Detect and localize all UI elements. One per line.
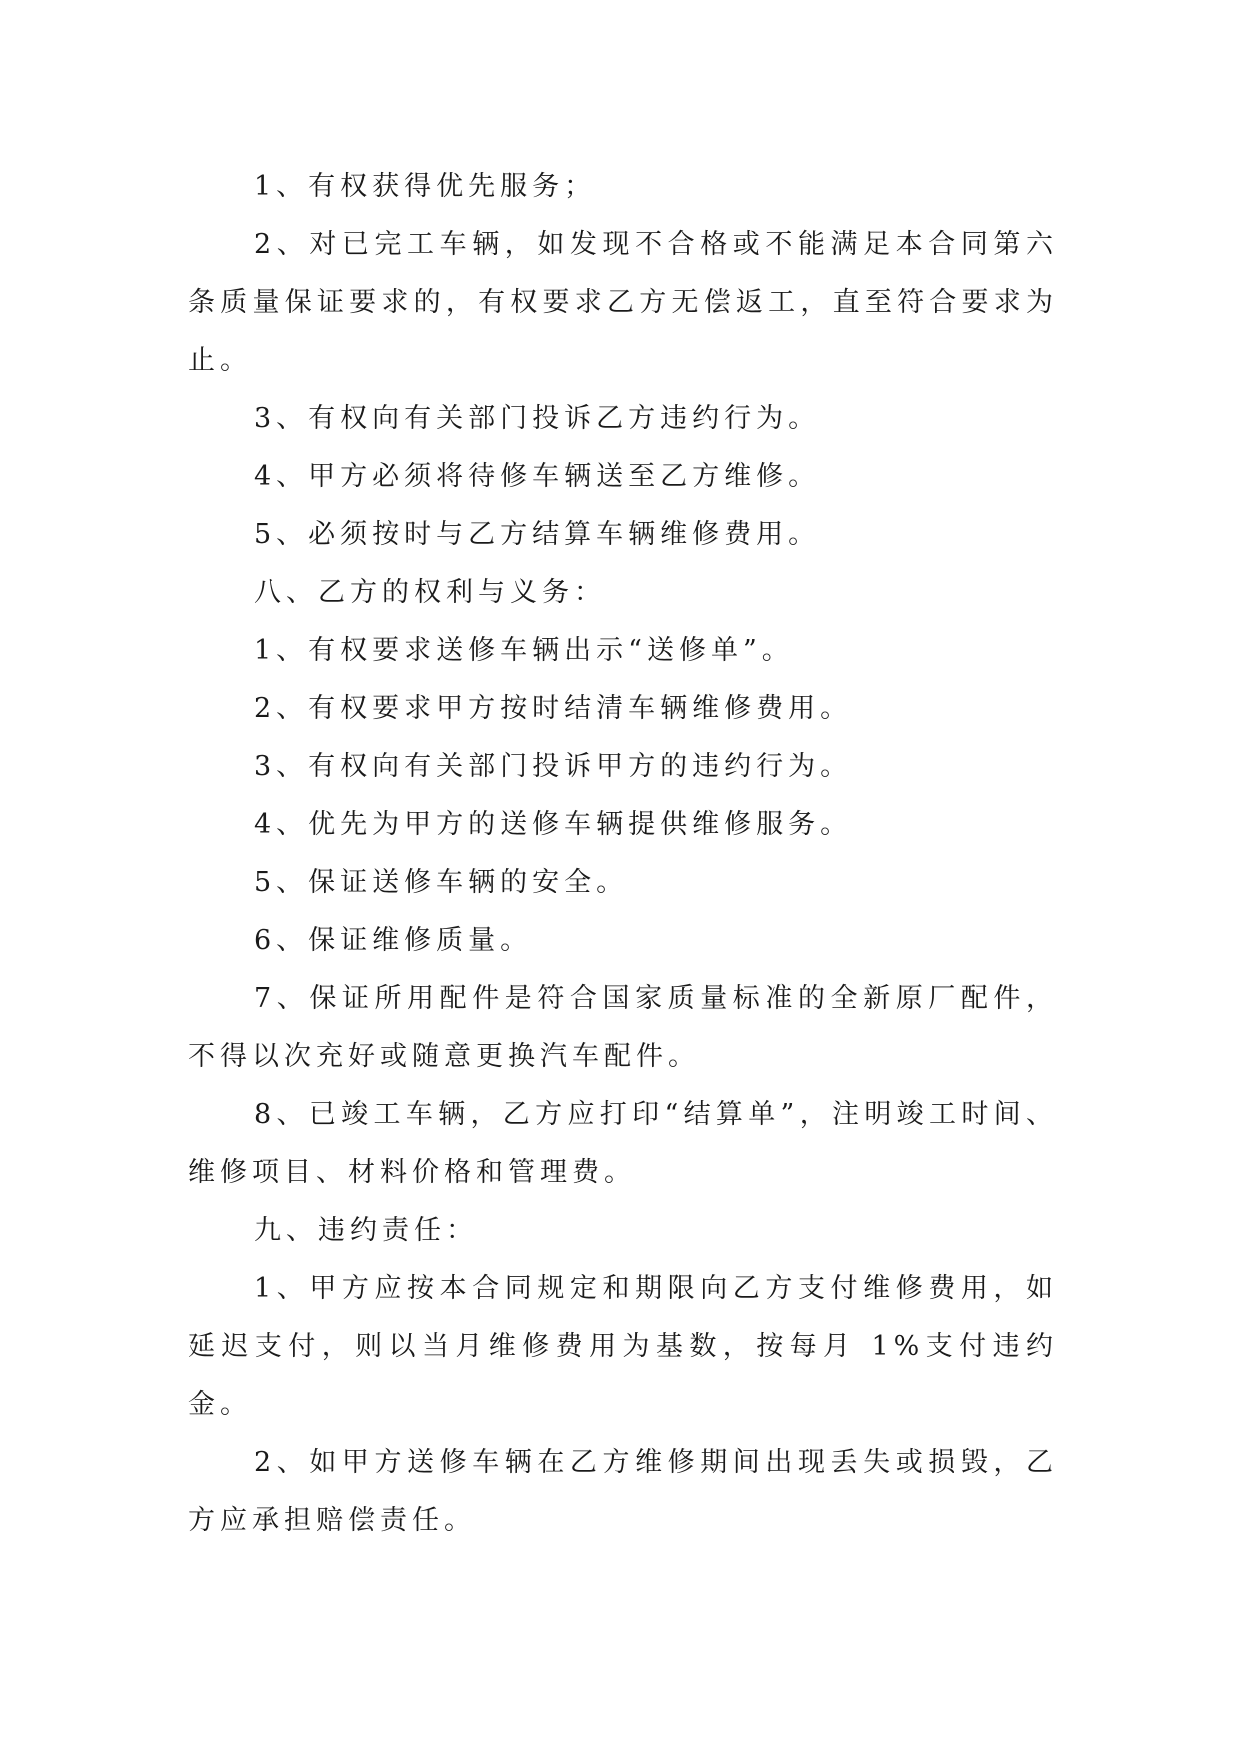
paragraph-party-a-right-1: 1、有权获得优先服务；	[254, 171, 597, 202]
section-heading-breach: 九、违约责任：	[254, 1215, 478, 1246]
section-heading-party-b: 八、乙方的权利与义务：	[254, 577, 606, 608]
paragraph-party-a-duty-4: 4、甲方必须将待修车辆送至乙方维修。	[254, 461, 821, 492]
paragraph-party-b-4: 4、优先为甲方的送修车辆提供维修服务。	[254, 809, 853, 840]
paragraph-party-b-1: 1、有权要求送修车辆出示“送修单”。	[254, 635, 794, 666]
paragraph-party-b-8: 8、已竣工车辆，乙方应打印“结算单”，注明竣工时间、维修项目、材料价格和管理费。	[188, 1099, 1058, 1188]
paragraph-party-b-5: 5、保证送修车辆的安全。	[254, 867, 629, 898]
paragraph-breach-2: 2、如甲方送修车辆在乙方维修期间出现丢失或损毁，乙方应承担赔偿责任。	[188, 1447, 1058, 1536]
paragraph-party-a-right-3: 3、有权向有关部门投诉乙方违约行为。	[254, 403, 821, 434]
document-body	[188, 158, 1058, 1550]
paragraph-party-b-3: 3、有权向有关部门投诉甲方的违约行为。	[254, 751, 853, 782]
paragraph-party-b-6: 6、保证维修质量。	[254, 925, 533, 956]
paragraph-party-a-right-2: 2、对已完工车辆，如发现不合格或不能满足本合同第六条质量保证要求的，有权要求乙方无偿返工，直至符合要求为止。	[188, 229, 1058, 376]
paragraph-party-b-7: 7、保证所用配件是符合国家质量标准的全新原厂配件，不得以次充好或随意更换汽车配件。	[188, 983, 1058, 1072]
paragraph-party-b-2: 2、有权要求甲方按时结清车辆维修费用。	[254, 693, 853, 724]
paragraph-breach-1: 1、甲方应按本合同规定和期限向乙方支付维修费用，如延迟支付，则以当月维修费用为基数，按每月 1%支付违约金。	[188, 1273, 1058, 1420]
paragraph-party-a-duty-5: 5、必须按时与乙方结算车辆维修费用。	[254, 519, 821, 550]
